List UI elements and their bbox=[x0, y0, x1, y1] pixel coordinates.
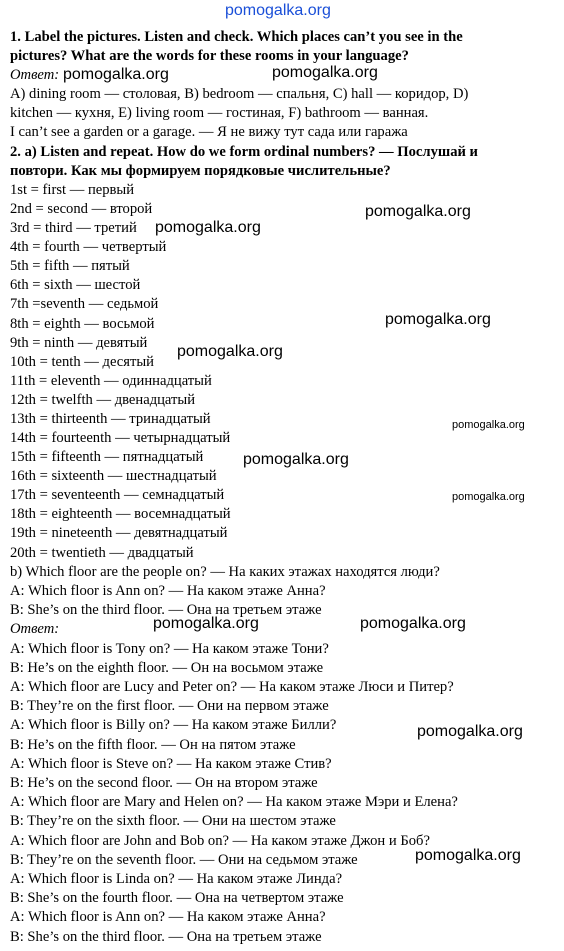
watermark-text: pomogalka.org bbox=[415, 847, 521, 864]
text-line: 14th = fourteenth — четырнадцатый bbox=[10, 430, 231, 446]
text-line: 9th = ninth — девятый bbox=[10, 335, 148, 351]
text-line: I can’t see a garden or a garage. — Я не вижу тут сада или гаража bbox=[10, 124, 408, 140]
text-line: 18th = eighteenth — восемнадцатый bbox=[10, 506, 231, 522]
text-line: b) Which floor are the people on? — На каких этажах находятся люди? bbox=[10, 564, 440, 580]
text-line: A: Which floor are Mary and Helen on? — На каком этаже Мэри и Елена? bbox=[10, 794, 458, 810]
text-line: 8th = eighth — восьмой bbox=[10, 316, 155, 332]
text-line: B: He’s on the fifth floor. — Он на пятом этаже bbox=[10, 737, 296, 753]
text-line: повтори. Как мы формируем порядковые числительные? bbox=[10, 163, 391, 179]
text-line: A: Which floor are John and Bob on? — На каком этаже Джон и Боб? bbox=[10, 833, 430, 849]
text-line: 7th =seventh — седьмой bbox=[10, 296, 159, 312]
watermark-text: pomogalka.org bbox=[243, 451, 349, 468]
text-line: B: She’s on the fourth floor. — Она на четвертом этаже bbox=[10, 890, 344, 906]
text-line: 1st = first — первый bbox=[10, 182, 135, 198]
watermark-text: pomogalka.org bbox=[360, 615, 466, 632]
text-line: kitchen — кухня, E) living room — гостиная, F) bathroom — ванная. bbox=[10, 105, 429, 121]
text-line: A: Which floor is Tony on? — На каком этаже Тони? bbox=[10, 641, 329, 657]
text-line: B: They’re on the first floor. — Они на первом этаже bbox=[10, 698, 329, 714]
text-line: Ответ: bbox=[10, 621, 60, 637]
watermark-text: pomogalka.org bbox=[452, 491, 525, 503]
watermark-text: pomogalka.org bbox=[153, 615, 259, 632]
watermark-text: pomogalka.org bbox=[385, 311, 491, 328]
text-line: B: She’s on the third floor. — Она на третьем этаже bbox=[10, 602, 322, 618]
text-line: 12th = twelfth — двенадцатый bbox=[10, 392, 196, 408]
text-line: 5th = fifth — пятый bbox=[10, 258, 130, 274]
text-line: 15th = fifteenth — пятнадцатый bbox=[10, 449, 204, 465]
watermark-text: pomogalka.org bbox=[417, 723, 523, 740]
watermark-text: pomogalka.org bbox=[177, 343, 283, 360]
text-line: A: Which floor are Lucy and Peter on? — На каком этаже Люси и Питер? bbox=[10, 679, 454, 695]
text-line: B: She’s on the third floor. — Она на третьем этаже bbox=[10, 929, 322, 945]
text-line: 1. Label the pictures. Listen and check. Which places can’t you see in the bbox=[10, 29, 463, 45]
watermark-text: pomogalka.org bbox=[63, 66, 169, 83]
text-line: 4th = fourth — четвертый bbox=[10, 239, 167, 255]
text-line: B: He’s on the eighth floor. — Он на восьмом этаже bbox=[10, 660, 324, 676]
text-line: B: They’re on the sixth floor. — Они на шестом этаже bbox=[10, 813, 336, 829]
text-line: B: He’s on the second floor. — Он на втором этаже bbox=[10, 775, 318, 791]
text-line: Ответ: bbox=[10, 67, 60, 83]
text-line: A: Which floor is Linda on? — На каком этаже Линда? bbox=[10, 871, 343, 887]
text-line: A: Which floor is Ann on? — На каком этаже Анна? bbox=[10, 909, 326, 925]
text-line: 6th = sixth — шестой bbox=[10, 277, 141, 293]
text-line: 17th = seventeenth — семнадцатый bbox=[10, 487, 225, 503]
watermark-text: pomogalka.org bbox=[155, 219, 261, 236]
text-line: 19th = nineteenth — девятнадцатый bbox=[10, 525, 228, 541]
text-line: A: Which floor is Billy on? — На каком этаже Билли? bbox=[10, 717, 337, 733]
header-watermark: pomogalka.org bbox=[225, 2, 331, 19]
text-line: 2nd = second — второй bbox=[10, 201, 153, 217]
text-line: 16th = sixteenth — шестнадцатый bbox=[10, 468, 217, 484]
text-line: A: Which floor is Ann on? — На каком этаже Анна? bbox=[10, 583, 326, 599]
watermark-text: pomogalka.org bbox=[365, 203, 471, 220]
text-line: 10th = tenth — десятый bbox=[10, 354, 154, 370]
watermark-text: pomogalka.org bbox=[452, 419, 525, 431]
text-line: A: Which floor is Steve on? — На каком этаже Стив? bbox=[10, 756, 332, 772]
text-line: A) dining room — столовая, B) bedroom — спальня, C) hall — коридор, D) bbox=[10, 86, 469, 102]
text-line: 13th = thirteenth — тринадцатый bbox=[10, 411, 211, 427]
watermark-text: pomogalka.org bbox=[272, 64, 378, 81]
text-line: 11th = eleventh — одиннадцатый bbox=[10, 373, 212, 389]
text-line: 3rd = third — третий bbox=[10, 220, 137, 236]
text-line: 20th = twentieth — двадцатый bbox=[10, 545, 194, 561]
text-line: pictures? What are the words for these rooms in your language? bbox=[10, 48, 409, 64]
text-line: B: They’re on the seventh floor. — Они на седьмом этаже bbox=[10, 852, 358, 868]
text-line: 2. a) Listen and repeat. How do we form ordinal numbers? — Послушай и bbox=[10, 144, 478, 160]
